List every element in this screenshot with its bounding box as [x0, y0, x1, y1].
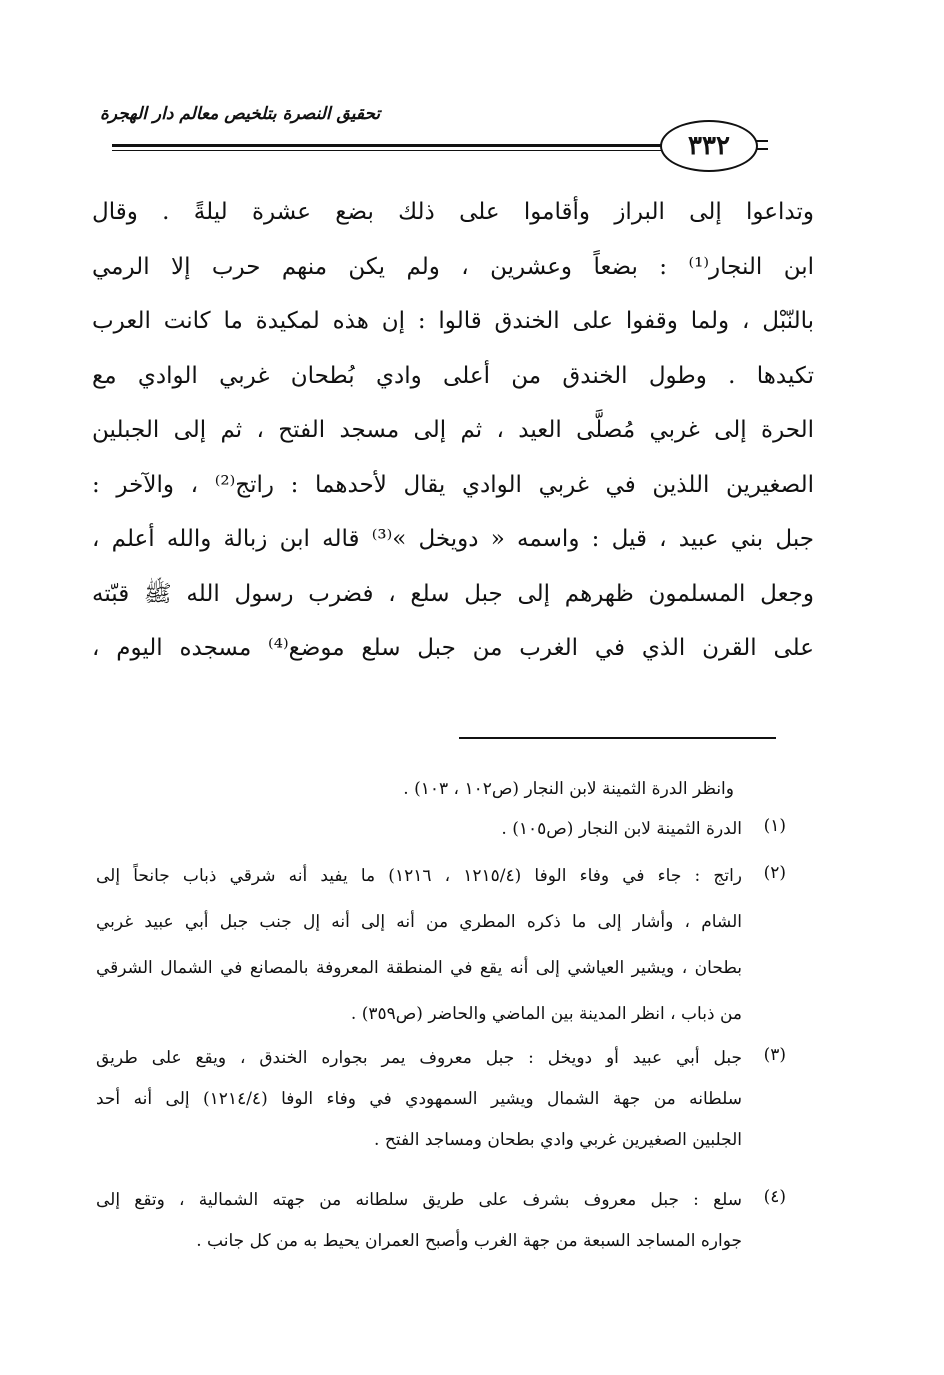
footnote-2 — [96, 863, 786, 1023]
footnote-3 — [96, 1045, 786, 1175]
body-line: على القرن الذي في الغرب من جبل سلع موضع⁽⁴⁾ مسجده اليوم ، — [92, 635, 814, 661]
footnote-number: (٢) — [763, 863, 786, 883]
footnote-line: من ذباب ، انظر المدينة بين الماضي والحاضر (ص٣٥٩) . — [350, 1004, 742, 1024]
footnote-line: الدرة الثمينة لابن النجار (ص١٠٥) . — [501, 819, 742, 839]
page-number: ٣٣٢ — [688, 131, 730, 161]
body-line: الحرة إلى غربي مُصلَّى العيد ، ثم إلى مسجد الفتح ، ثم إلى الجبلين — [92, 417, 814, 443]
footnote-body — [96, 1045, 742, 1168]
footnote-body — [96, 863, 742, 1047]
body-line: ابن النجار⁽¹⁾ : بضعاً وعشرين ، ولم يكن منهم حرب إلا الرمي — [92, 253, 814, 280]
footnote-continuation: وانظر الدرة الثمينة لابن النجار (ص١٠٢ ، ١٠٣) . — [403, 779, 734, 799]
body-line: بالنّبْل ، ولما وقفوا على الخندق قالوا : إن هذه لمكيدة ما كانت العرب — [92, 308, 814, 334]
footnote-number: (١) — [763, 816, 786, 836]
header-rule — [112, 144, 684, 147]
running-header-title: تحقيق النصرة بتلخيص معالم دار الهجرة — [100, 104, 381, 124]
footnote-line: الشام ، وأشار إلى ما ذكره المطري من أنه إلى أنه إل جنب جبل أبي عبيد غربي — [96, 912, 742, 932]
footnote-separator — [459, 737, 776, 739]
footnote-number: (٣) — [763, 1045, 786, 1065]
footnote-line: راتج : جاء في وفاء الوفا (١٢١٥/٤ ، ١٢١٦) ما يفيد أنه شرقي ذباب جانحاً إلى — [96, 866, 742, 886]
footnote-1 — [96, 816, 786, 842]
main-text — [92, 185, 814, 676]
footnote-body — [96, 816, 742, 842]
body-line: جبل بني عبيد ، قيل : واسمه « دويخل »⁽³⁾ قاله ابن زبالة والله أعلم ، — [92, 526, 814, 552]
footnote-line: جبل أبي عبيد أو دويخل : جبل معروف يمر بجواره الخندق ، ويقع على طريق — [96, 1048, 742, 1068]
body-line: وجعل المسلمون ظهرهم إلى جبل سلع ، فضرب رسول الله ﷺ قبّته — [92, 580, 814, 607]
body-line: تكيدها . وطول الخندق من أعلى وادي بُطحان غربي الوادي مع — [92, 362, 814, 389]
body-line: الصغيرين اللذين في غربي الوادي يقال لأحدهما : راتج⁽²⁾ ، والآخر : — [92, 471, 814, 498]
footnote-4 — [96, 1187, 786, 1277]
footnote-line: بطحان ، ويشير العياشي إلى أنه يقع في المنطقة المعروفة بالمصانع في الشمال الشرقي — [96, 958, 742, 978]
footnote-line: جواره المساجد السبعة من جهة الغرب وأصبح العمران يحيط به من كل جانب . — [196, 1231, 742, 1251]
page-number-frame — [660, 120, 758, 172]
footnote-number: (٤) — [763, 1187, 786, 1207]
footnote-body — [96, 1187, 742, 1269]
body-line: وتداعوا إلى البراز وأقاموا على ذلك بضع عشرة ليلةً . وقال — [92, 199, 814, 225]
header-rule-thin — [112, 150, 684, 151]
footnote-line: سلطانه من جهة الشمال ويشير السمهودي في وفاء الوفا (١٢١٤/٤) إلى أنه أحد — [96, 1089, 742, 1109]
footnote-line: سلع : جبل معروف بشرف على طريق سلطانه من جهته الشمالية ، وتقع إلى — [96, 1190, 742, 1210]
footnote-line: الجلبين الصغيرين غربي وادي بطحان ومساجد الفتح . — [374, 1130, 742, 1150]
